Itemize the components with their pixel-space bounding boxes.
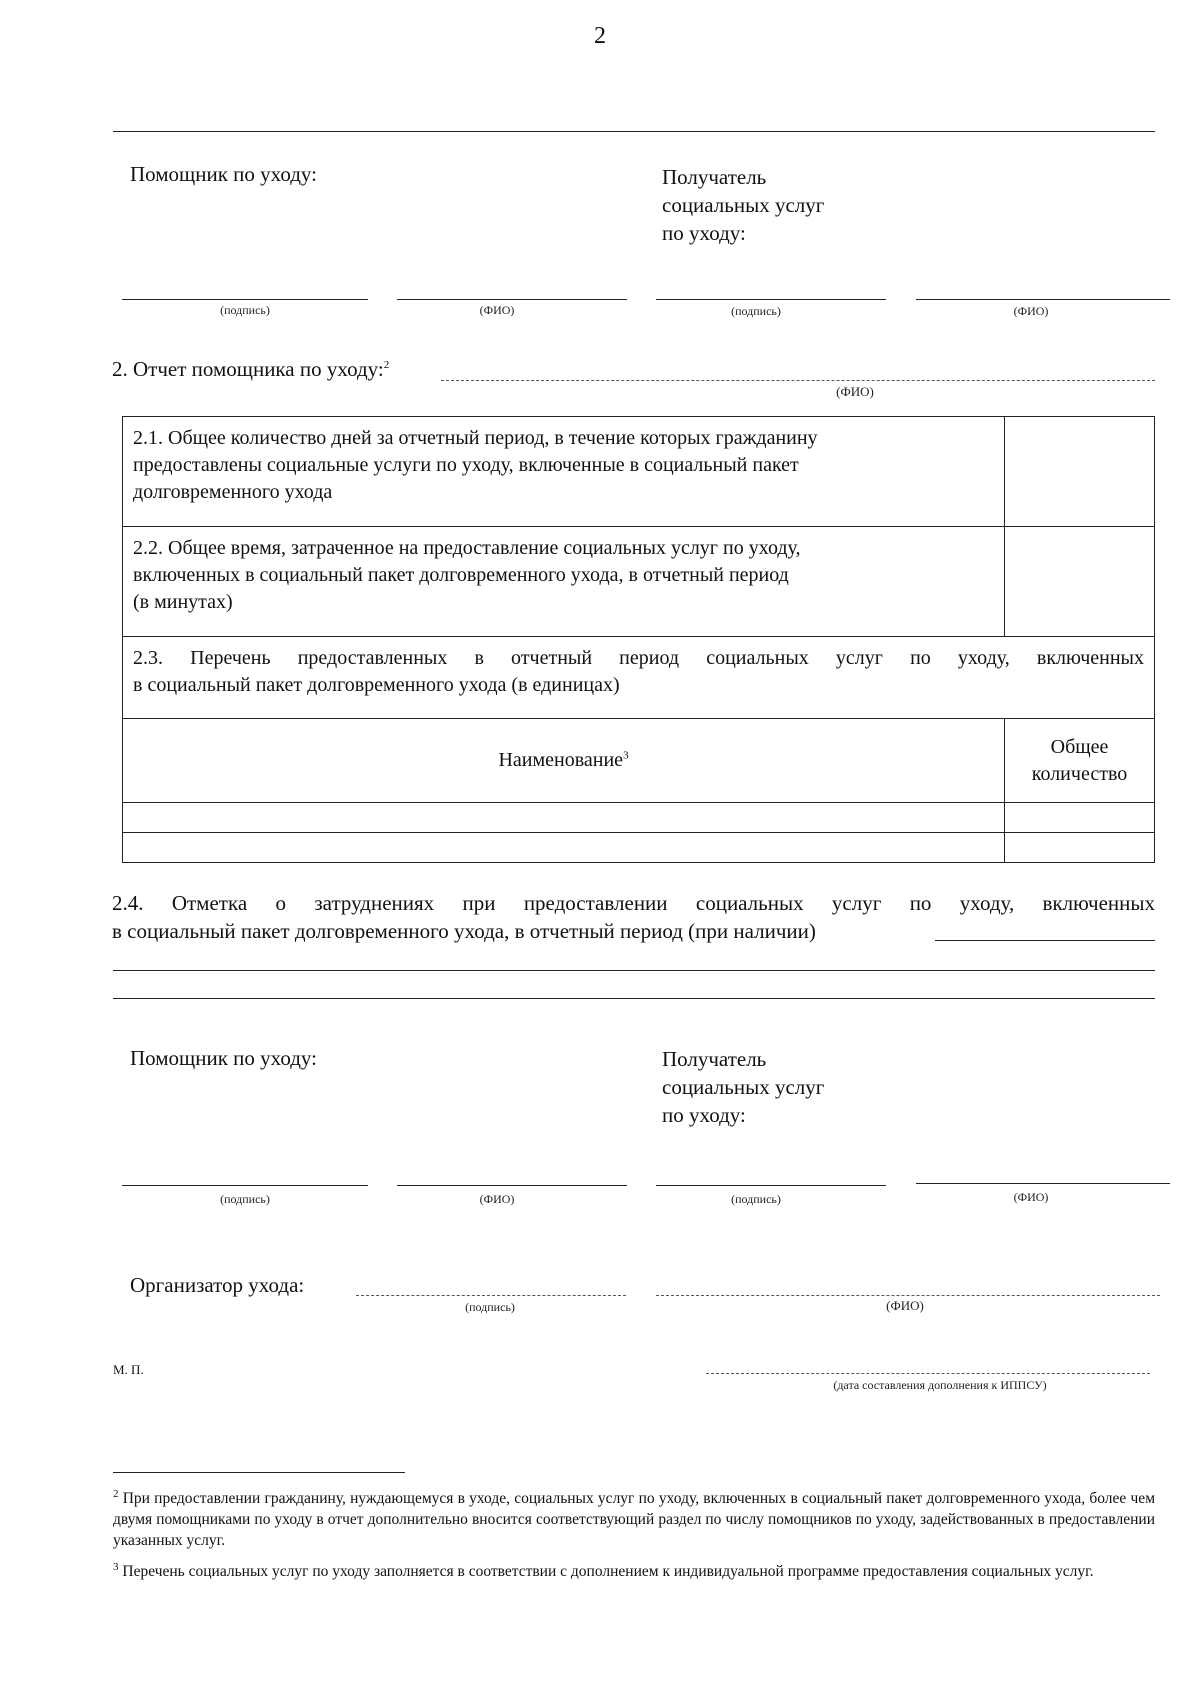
footnote-2 bbox=[113, 1488, 1155, 1551]
service-name-cell[interactable] bbox=[123, 833, 1005, 863]
assistant-signature-line[interactable] bbox=[122, 1185, 368, 1186]
date-caption: (дата составления дополнения к ИППСУ) bbox=[833, 1378, 1047, 1392]
recipient-signature-line[interactable] bbox=[656, 299, 886, 300]
row-2-3-line: 2.3. Перечень предоставленных в отчетный период социальных услуг по уходу, включенных bbox=[133, 647, 1144, 669]
difficulty-answer-line[interactable] bbox=[935, 940, 1155, 941]
service-quantity-cell[interactable] bbox=[1005, 803, 1155, 833]
recipient-fio-caption: (ФИО) bbox=[1013, 1190, 1049, 1204]
row-2-1-value-cell[interactable] bbox=[1005, 417, 1155, 527]
report-table bbox=[122, 416, 1155, 863]
assistant-signature-line[interactable] bbox=[122, 299, 368, 300]
assistant-fio-line[interactable] bbox=[397, 1185, 627, 1186]
footnote-mark: 3 bbox=[113, 1560, 119, 1573]
row-2-1-text bbox=[123, 417, 1005, 527]
report-fio-caption: (ФИО) bbox=[836, 384, 874, 399]
stamp-label: М. П. bbox=[113, 1362, 144, 1377]
report-fio-line[interactable] bbox=[441, 380, 1155, 381]
organizer-label: Организатор ухода: bbox=[130, 1273, 305, 1297]
table-row bbox=[123, 803, 1155, 833]
recipient-signature-line[interactable] bbox=[656, 1185, 886, 1186]
assistant-signature-caption: (подпись) bbox=[220, 1192, 270, 1206]
footnote-3 bbox=[113, 1561, 1155, 1582]
row-2-3-line: в социальный пакет долговременного ухода (в единицах) bbox=[133, 674, 620, 696]
assistant-fio-line[interactable] bbox=[397, 299, 627, 300]
recipient-label-line: социальных услуг bbox=[662, 193, 825, 217]
row-2-2-line: 2.2. Общее время, затраченное на предоставление социальных услуг по уходу, bbox=[133, 537, 801, 559]
column-header-name-text: Наименование bbox=[498, 749, 624, 771]
report-heading-text: 2. Отчет помощника по уходу: bbox=[112, 357, 384, 381]
footnote-text: При предоставлении гражданину, нуждающемуся в уходе, социальных услуг по уходу, включенных в социальный пакет долговременного ухода, более чем двумя помощниками по уходу в отчет дополнительно вносится соответствующий раздел по числу помощников по уходу, задействованных в предоставлении указанных услуг. bbox=[113, 1490, 1155, 1549]
report-heading bbox=[112, 355, 389, 383]
column-header-quantity-line: Общее bbox=[1050, 735, 1109, 758]
table-row bbox=[123, 527, 1155, 637]
recipient-label-line: социальных услуг bbox=[662, 1075, 825, 1099]
row-2-2-line: (в минутах) bbox=[133, 591, 233, 613]
row-2-1-line: 2.1. Общее количество дней за отчетный период, в течение которых гражданину bbox=[133, 427, 818, 449]
table-row bbox=[123, 833, 1155, 863]
column-header-quantity bbox=[1005, 719, 1155, 803]
organizer-fio-caption: (ФИО) bbox=[886, 1298, 924, 1313]
row-2-2-text bbox=[123, 527, 1005, 637]
footnote-ref-3: 3 bbox=[623, 749, 629, 762]
table-row bbox=[123, 637, 1155, 719]
recipient-signature-caption: (подпись) bbox=[731, 304, 781, 318]
table-row bbox=[123, 417, 1155, 527]
recipient-label bbox=[662, 163, 824, 247]
recipient-fio-line[interactable] bbox=[916, 299, 1170, 300]
difficulty-answer-line[interactable] bbox=[113, 998, 1155, 999]
organizer-fio-line[interactable] bbox=[656, 1295, 1160, 1296]
difficulty-text-line-1: 2.4. Отметка о затруднениях при предоставлении социальных услуг по уходу, включенных bbox=[112, 891, 1155, 915]
service-quantity-cell[interactable] bbox=[1005, 833, 1155, 863]
row-2-1-line: предоставлены социальные услуги по уходу, включенные в социальный пакет bbox=[133, 454, 799, 476]
row-2-2-line: включенных в социальный пакет долговременного ухода, в отчетный период bbox=[133, 564, 789, 586]
column-header-name bbox=[123, 719, 1005, 803]
assistant-fio-caption: (ФИО) bbox=[479, 1192, 515, 1206]
row-2-1-line: долговременного ухода bbox=[133, 481, 333, 503]
assistant-label: Помощник по уходу: bbox=[130, 162, 317, 186]
recipient-label-line: по уходу: bbox=[662, 1103, 746, 1127]
footnote-separator bbox=[113, 1472, 405, 1473]
assistant-label: Помощник по уходу: bbox=[130, 1046, 317, 1070]
page-number: 2 bbox=[594, 23, 606, 49]
recipient-fio-caption: (ФИО) bbox=[1013, 304, 1049, 318]
assistant-signature-caption: (подпись) bbox=[220, 303, 270, 317]
recipient-fio-line[interactable] bbox=[916, 1183, 1170, 1184]
top-separator-line bbox=[113, 131, 1155, 132]
footnote-text: Перечень социальных услуг по уходу заполняется в соответствии с дополнением к индивидуальной программе предоставления социальных услуг. bbox=[122, 1563, 1094, 1580]
recipient-label-line: Получатель bbox=[662, 1047, 767, 1071]
row-2-3-text bbox=[123, 637, 1155, 719]
footnote-mark: 2 bbox=[113, 1487, 119, 1500]
recipient-label-line: Получатель bbox=[662, 165, 767, 189]
table-header-row bbox=[123, 719, 1155, 803]
date-line[interactable] bbox=[706, 1373, 1150, 1374]
service-name-cell[interactable] bbox=[123, 803, 1005, 833]
row-2-2-value-cell[interactable] bbox=[1005, 527, 1155, 637]
recipient-label bbox=[662, 1045, 824, 1129]
recipient-label-line: по уходу: bbox=[662, 221, 746, 245]
assistant-fio-caption: (ФИО) bbox=[479, 303, 515, 317]
column-header-quantity-line: количество bbox=[1031, 762, 1128, 785]
footnote-ref-2: 2 bbox=[383, 359, 390, 371]
recipient-signature-caption: (подпись) bbox=[731, 1192, 781, 1206]
organizer-signature-caption: (подпись) bbox=[465, 1300, 515, 1314]
difficulty-text-line-2: в социальный пакет долговременного ухода, в отчетный период (при наличии) bbox=[112, 919, 816, 943]
difficulty-answer-line[interactable] bbox=[113, 970, 1155, 971]
organizer-signature-line[interactable] bbox=[356, 1295, 626, 1296]
